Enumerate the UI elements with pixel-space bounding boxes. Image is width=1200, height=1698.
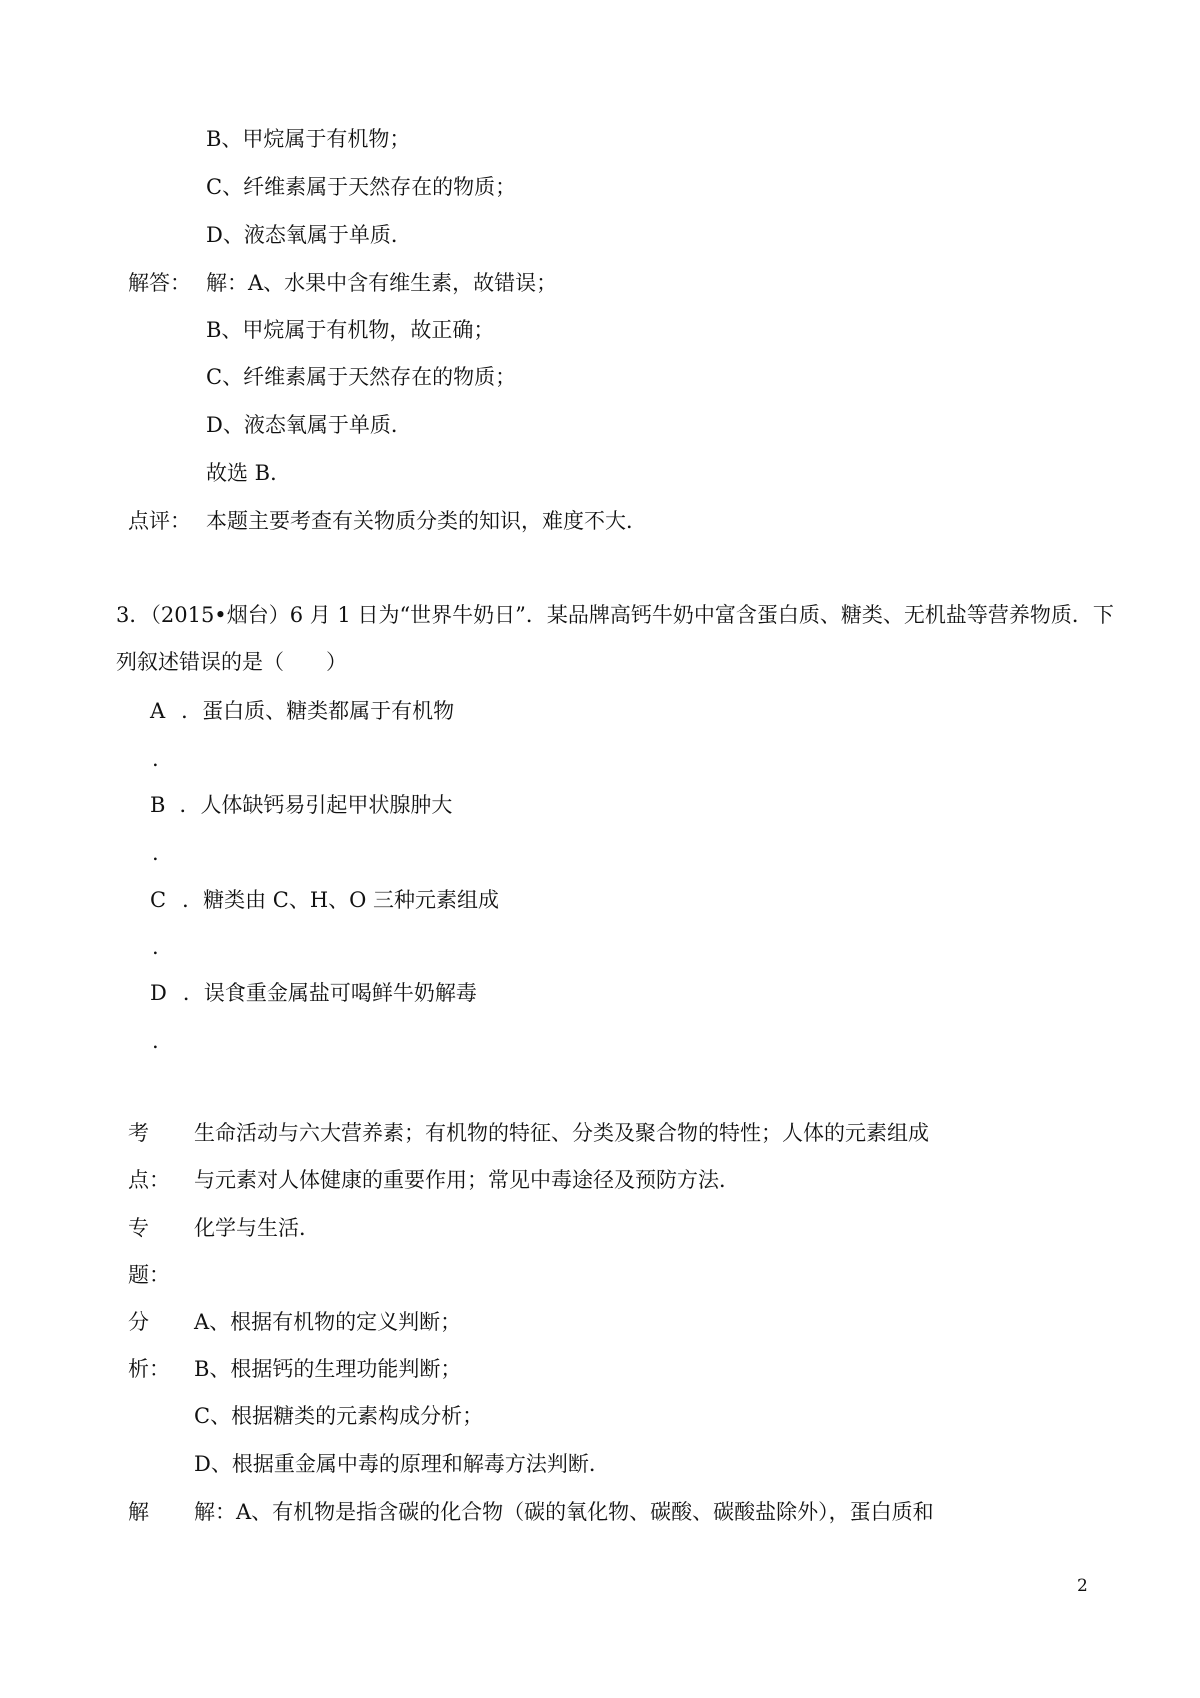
option-c-dot: . [152,935,159,959]
comment-text: 本题主要考查有关物质分类的知识，难度不大． [206,509,647,533]
answer-label: 解答： [128,271,191,295]
comment-label: 点评： [128,509,191,533]
zhuanti-label-1: 专 [128,1216,149,1240]
option-separator: ． [179,793,201,817]
option-text: 人体缺钙易引起甲状腺肿大 [200,793,453,817]
answer-line-1: 解：A、水果中含有维生素，故错误； [206,271,558,295]
option-separator: ． [182,981,204,1005]
fenxi-line-1: A、根据有机物的定义判断； [194,1310,462,1334]
answer-line-5: 故选 B． [206,461,292,485]
prev-option-b: B、甲烷属于有机物； [206,127,411,151]
question-3-option-b [150,790,452,820]
option-a-dot: . [152,747,159,771]
fenxi-line-4: D、根据重金属中毒的原理和解毒方法判断． [194,1452,610,1476]
prev-option-c: C、纤维素属于天然存在的物质； [206,175,517,199]
fenxi-label-2: 析： [128,1357,170,1381]
question-3-stem-line-2: 列叙述错误的是（ ） [116,650,347,674]
option-text: 误食重金属盐可喝鲜牛奶解毒 [203,981,477,1005]
option-letter: B [150,793,166,817]
answer-line-3: C、纤维素属于天然存在的物质； [206,365,517,389]
option-b-dot: . [152,841,159,865]
answer-line-2: B、甲烷属于有机物，故正确； [206,318,495,342]
option-letter: C [150,888,167,912]
zhuanti-text: 化学与生活． [194,1216,320,1240]
option-separator: ． [182,888,204,912]
option-letter: A [150,699,166,723]
kaodian-label-2: 点： [128,1168,170,1192]
option-separator: ． [181,699,203,723]
fenxi-label-1: 分 [128,1310,149,1334]
fenxi-line-3: C、根据糖类的元素构成分析； [194,1404,484,1428]
fenxi-line-2: B、根据钙的生理功能判断； [194,1357,462,1381]
answer-line-4: D、液态氧属于单质． [206,413,412,437]
question-3-stem-line-1: 3．（2015•烟台）6 月 1 日为“世界牛奶日”．某品牌高钙牛奶中富含蛋白质、糖类、无机盐等营养物质．下 [116,603,1114,627]
question-3-option-a [150,696,454,726]
kaodian-label-1: 考 [128,1121,149,1145]
question-3-option-d [150,978,477,1008]
kaodian-line-2: 与元素对人体健康的重要作用；常见中毒途径及预防方法． [194,1168,740,1192]
page-number: 2 [1077,1576,1088,1596]
jieda-label-1: 解 [128,1500,149,1524]
option-text: 糖类由 C、H、O 三种元素组成 [203,888,500,912]
option-text: 蛋白质、糖类都属于有机物 [202,699,455,723]
kaodian-line-1: 生命活动与六大营养素；有机物的特征、分类及聚合物的特性；人体的元素组成 [194,1121,929,1145]
zhuanti-label-2: 题： [128,1263,170,1287]
jieda-text: 解：A、有机物是指含碳的化合物（碳的氧化物、碳酸、碳酸盐除外），蛋白质和 [194,1500,934,1524]
option-letter: D [150,981,167,1005]
prev-option-d: D、液态氧属于单质． [206,223,412,247]
option-d-dot: . [152,1029,159,1053]
question-3-option-c [150,885,499,915]
